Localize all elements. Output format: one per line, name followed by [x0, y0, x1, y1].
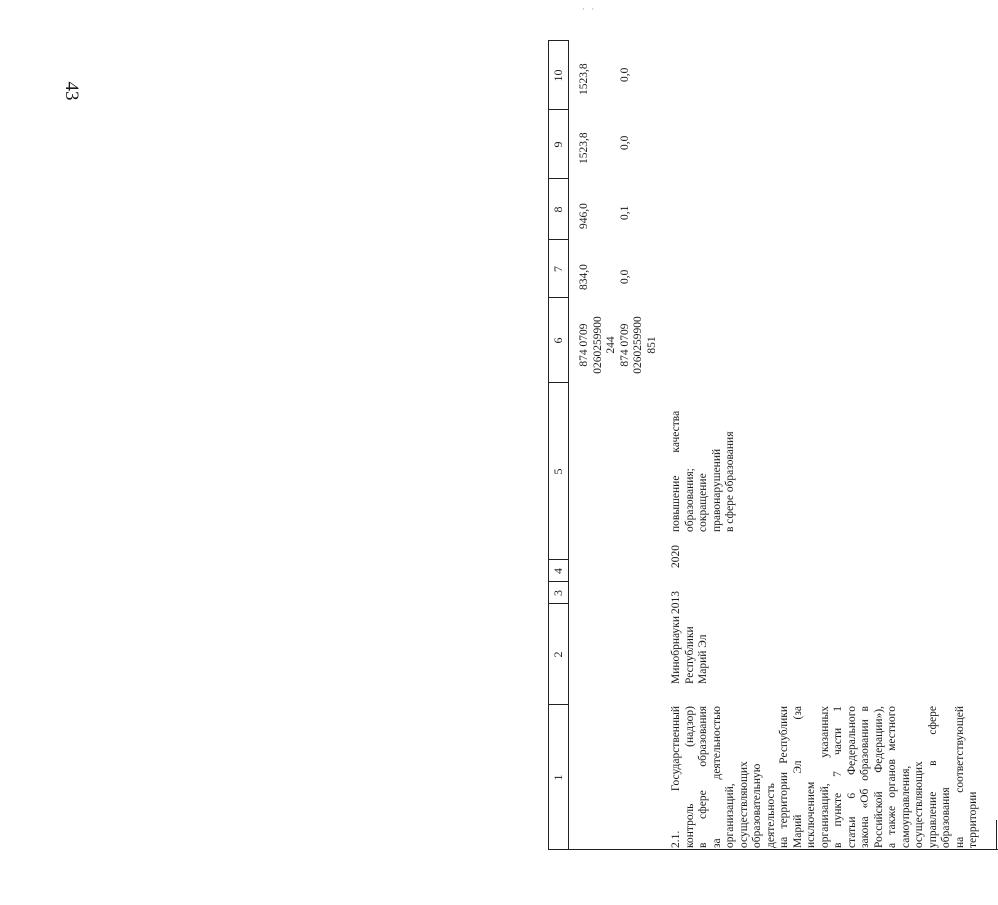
measure-name: 2.1. Государственный контроль (надзор) в сфере образования за деятельностью организаций, осуществляющих образовательную деятельность на территории Республики Марий Эл (за исключением организаций, указанных в пункте 7 части 1 статьи 6 Федерального закона «Об образовании в Российской Федерации»), а также органов местного самоуправления, осуществляющих управление в сфере образования на соответствующей территории	[670, 706, 979, 848]
value-col9-row1: 1523,8	[578, 132, 590, 164]
value-col10-row1: 1523,8	[578, 63, 590, 95]
rotated-table	[548, 40, 998, 850]
value-col7-row2: 0,0	[619, 269, 631, 284]
start-year: 2013	[670, 591, 682, 614]
column-number: 1	[551, 774, 565, 781]
column-number: 10	[551, 69, 565, 82]
page-number: 43	[61, 81, 82, 101]
table-bottom-rule	[996, 820, 997, 850]
column-number: 6	[551, 337, 565, 344]
header-bottom-rule	[568, 40, 569, 850]
column-number: 7	[551, 266, 565, 272]
executor: Минобрнауки Республики Марий Эл	[670, 615, 709, 684]
value-col8-row1: 946,0	[578, 203, 590, 229]
column-number: 8	[551, 206, 565, 213]
value-col7-row1: 834,0	[578, 264, 590, 290]
column-number: 9	[551, 141, 565, 148]
budget-table	[548, 40, 998, 850]
value-col8-row2: 0,1	[619, 205, 631, 220]
end-year: 2020	[670, 545, 682, 568]
column-number: 5	[551, 468, 565, 475]
first-col-rule	[548, 849, 998, 850]
value-col10-row2: 0,0	[619, 67, 631, 82]
expected-result: повышение качества образования; сокращение правонарушений в сфере образования	[670, 410, 736, 532]
column-number: 2	[551, 651, 565, 658]
corner-mark: · ·	[582, 4, 597, 14]
budget-codes: 874 0709 0260259900 244 874 0709 0260259900 851	[578, 316, 658, 374]
column-number: 3	[551, 590, 565, 596]
value-col9-row2: 0,0	[619, 135, 631, 150]
column-number: 4	[551, 568, 565, 574]
